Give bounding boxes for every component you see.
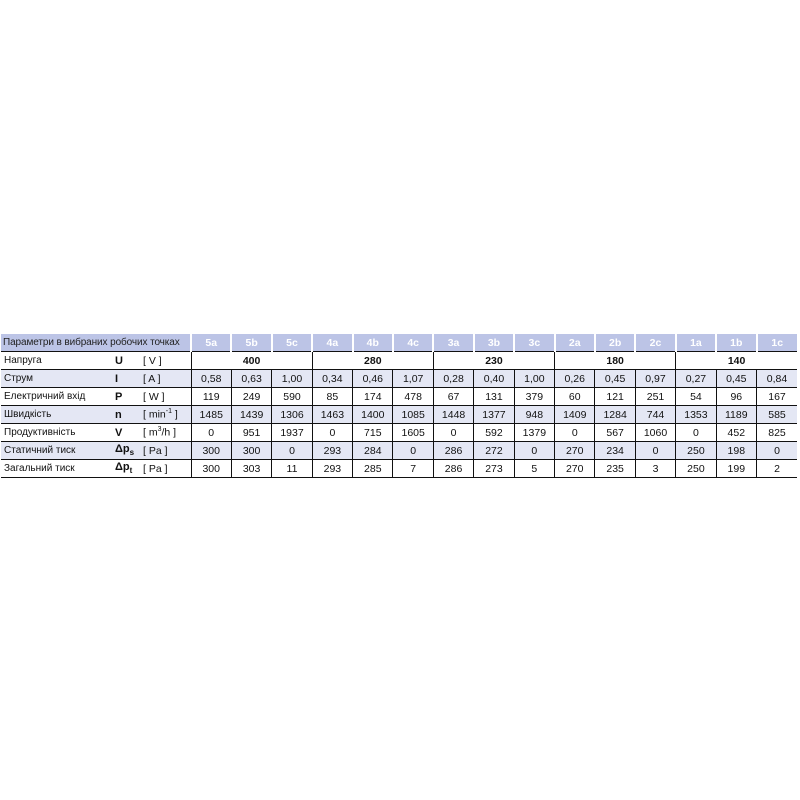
table-cell: 2	[757, 460, 798, 478]
table-cell: 54	[676, 388, 716, 406]
table-cell: 0,58	[191, 370, 231, 388]
table-cell: 0,34	[312, 370, 352, 388]
row-unit: [ Pa ]	[143, 460, 191, 478]
point-header: 1b	[716, 334, 756, 352]
table-cell: 270	[555, 442, 595, 460]
table-cell: 379	[514, 388, 554, 406]
table-cell: 592	[474, 424, 514, 442]
header-row	[1, 334, 797, 352]
row-unit: [ $\min^{-1}$ ]	[143, 406, 191, 424]
table-cell: 235	[595, 460, 635, 478]
row-label: Швидкість	[1, 406, 111, 424]
table-cell: 285	[353, 460, 393, 478]
row-symbol: U	[111, 352, 143, 370]
table-cell: 1377	[474, 406, 514, 424]
table-cell: 85	[312, 388, 352, 406]
table-cell: 1,00	[514, 370, 554, 388]
table-cell: 0	[191, 424, 231, 442]
table-cell: 0	[676, 424, 716, 442]
table-cell: 0	[555, 424, 595, 442]
table-cell: 0,27	[676, 370, 716, 388]
row-unit: [ W ]	[143, 388, 191, 406]
point-header: 5b	[231, 334, 271, 352]
row-label: Напруга	[1, 352, 111, 370]
table-row-voltage	[1, 352, 797, 370]
table-cell: 293	[312, 442, 352, 460]
row-symbol: n	[111, 406, 143, 424]
table-cell: 250	[676, 460, 716, 478]
point-header: 2c	[635, 334, 675, 352]
table-cell: 198	[716, 442, 756, 460]
table-cell: 0	[393, 442, 433, 460]
table-cell: 96	[716, 388, 756, 406]
table-cell: 948	[514, 406, 554, 424]
point-header: 5c	[272, 334, 312, 352]
table-row	[1, 442, 797, 460]
table-cell: 7	[393, 460, 433, 478]
table-cell: 270	[555, 460, 595, 478]
table-cell: 5	[514, 460, 554, 478]
table-cell: 1409	[555, 406, 595, 424]
voltage-value: 180	[555, 352, 676, 370]
table-cell: 167	[757, 388, 798, 406]
table-cell: 0,45	[716, 370, 756, 388]
row-symbol: $\Delta p_t$	[111, 460, 143, 478]
table-cell: 567	[595, 424, 635, 442]
table-cell: 452	[716, 424, 756, 442]
table-cell: 3	[635, 460, 675, 478]
table-cell: 715	[353, 424, 393, 442]
point-header: 1c	[757, 334, 798, 352]
table-cell: 585	[757, 406, 798, 424]
row-unit: [ V ]	[143, 352, 191, 370]
table-cell: 303	[231, 460, 271, 478]
operating-points-table-container	[1, 334, 797, 478]
row-symbol: I	[111, 370, 143, 388]
table-cell: 67	[433, 388, 473, 406]
table-cell: 1463	[312, 406, 352, 424]
table-row	[1, 424, 797, 442]
table-cell: 951	[231, 424, 271, 442]
table-cell: 0,45	[595, 370, 635, 388]
table-cell: 121	[595, 388, 635, 406]
point-header: 2b	[595, 334, 635, 352]
point-header: 1a	[676, 334, 716, 352]
table-cell: 0,40	[474, 370, 514, 388]
table-cell: 1060	[635, 424, 675, 442]
table-cell: 1485	[191, 406, 231, 424]
voltage-value: 400	[191, 352, 312, 370]
table-cell: 174	[353, 388, 393, 406]
point-header: 5a	[191, 334, 231, 352]
table-cell: 1284	[595, 406, 635, 424]
table-row	[1, 370, 797, 388]
table-cell: 1439	[231, 406, 271, 424]
point-header: 3a	[433, 334, 473, 352]
row-unit: [ A ]	[143, 370, 191, 388]
table-cell: 0	[272, 442, 312, 460]
table-cell: 286	[433, 460, 473, 478]
table-cell: 1306	[272, 406, 312, 424]
table-cell: 0	[514, 442, 554, 460]
table-cell: 744	[635, 406, 675, 424]
table-cell: 590	[272, 388, 312, 406]
table-cell: 825	[757, 424, 798, 442]
row-unit: [ Pa ]	[143, 442, 191, 460]
table-cell: 293	[312, 460, 352, 478]
table-cell: 0,63	[231, 370, 271, 388]
row-unit: [ $m^3/h$ ]	[143, 424, 191, 442]
table-cell: 131	[474, 388, 514, 406]
table-cell: 300	[191, 442, 231, 460]
table-cell: 300	[191, 460, 231, 478]
point-header: 2a	[555, 334, 595, 352]
table-cell: 478	[393, 388, 433, 406]
table-cell: 251	[635, 388, 675, 406]
table-cell: 0,46	[353, 370, 393, 388]
table-cell: 199	[716, 460, 756, 478]
operating-points-table	[1, 334, 797, 478]
voltage-value: 230	[433, 352, 554, 370]
row-label: Продуктивність	[1, 424, 111, 442]
table-cell: 0	[312, 424, 352, 442]
table-cell: 0	[635, 442, 675, 460]
point-header: 4c	[393, 334, 433, 352]
row-symbol: V	[111, 424, 143, 442]
table-cell: 272	[474, 442, 514, 460]
point-header: 4b	[353, 334, 393, 352]
row-symbol: $\Delta p_s$	[111, 442, 143, 460]
table-cell: 249	[231, 388, 271, 406]
row-symbol: P	[111, 388, 143, 406]
table-title: Параметри в вибраних робочих точках	[1, 334, 191, 352]
table-cell: 1448	[433, 406, 473, 424]
table-cell: 1,07	[393, 370, 433, 388]
table-cell: 1189	[716, 406, 756, 424]
table-cell: 1,00	[272, 370, 312, 388]
table-row	[1, 388, 797, 406]
row-label: Струм	[1, 370, 111, 388]
table-cell: 273	[474, 460, 514, 478]
row-label: Статичний тиск	[1, 442, 111, 460]
table-cell: 284	[353, 442, 393, 460]
table-cell: 1937	[272, 424, 312, 442]
table-cell: 1605	[393, 424, 433, 442]
table-row	[1, 406, 797, 424]
table-cell: 0	[757, 442, 798, 460]
voltage-value: 280	[312, 352, 433, 370]
table-cell: 11	[272, 460, 312, 478]
voltage-value: 140	[676, 352, 797, 370]
row-label: Електричний вхід	[1, 388, 111, 406]
table-cell: 0,26	[555, 370, 595, 388]
table-cell: 1400	[353, 406, 393, 424]
row-label: Загальний тиск	[1, 460, 111, 478]
table-row	[1, 460, 797, 478]
table-cell: 119	[191, 388, 231, 406]
table-cell: 1353	[676, 406, 716, 424]
table-cell: 1085	[393, 406, 433, 424]
table-cell: 1379	[514, 424, 554, 442]
point-header: 3c	[514, 334, 554, 352]
table-cell: 0,28	[433, 370, 473, 388]
table-cell: 0,84	[757, 370, 798, 388]
table-cell: 0,97	[635, 370, 675, 388]
table-cell: 286	[433, 442, 473, 460]
table-cell: 60	[555, 388, 595, 406]
data-rows	[1, 370, 797, 478]
table-cell: 300	[231, 442, 271, 460]
table-cell: 0	[433, 424, 473, 442]
table-cell: 234	[595, 442, 635, 460]
point-header: 3b	[474, 334, 514, 352]
table-cell: 250	[676, 442, 716, 460]
point-header: 4a	[312, 334, 352, 352]
